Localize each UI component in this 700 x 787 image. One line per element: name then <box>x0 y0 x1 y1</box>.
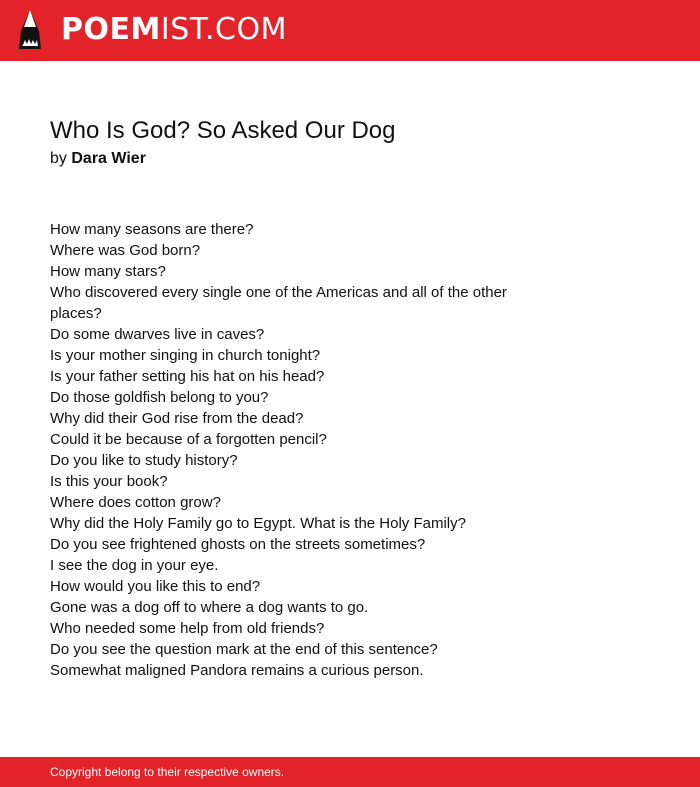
poem-line: How many stars? <box>50 263 166 280</box>
copyright-text: Copyright belong to their respective owners. <box>50 765 285 779</box>
site-logo[interactable] <box>61 12 287 48</box>
brand-light-text: IST.COM <box>160 12 287 47</box>
poem-line: Is your mother singing in church tonight? <box>50 347 321 364</box>
poem-line: Do you see frightened ghosts on the streets sometimes? <box>50 536 426 553</box>
poem-line: Is your father setting his hat on his head? <box>50 368 325 385</box>
poem-line: I see the dog in your eye. <box>50 557 219 574</box>
poem-line: Do you see the question mark at the end of this sentence? <box>50 641 438 658</box>
poem-line: places? <box>50 305 102 322</box>
poem-line: Who needed some help from old friends? <box>50 620 325 637</box>
poem-line: Could it be because of a forgotten pencil? <box>50 431 327 448</box>
poem-line: Do some dwarves live in caves? <box>50 326 265 343</box>
pen-nib-icon[interactable] <box>17 9 43 51</box>
poem-line: Where was God born? <box>50 242 201 259</box>
poem-line: Do you like to study history? <box>50 452 238 469</box>
by-label: by <box>50 150 67 167</box>
poem-line: Where does cotton grow? <box>50 494 221 511</box>
poem-title: Who Is God? So Asked Our Dog <box>50 117 396 144</box>
site-footer <box>0 757 700 787</box>
poem-line: Gone was a dog off to where a dog wants to go. <box>50 599 369 616</box>
poem-line: Why did their God rise from the dead? <box>50 410 304 427</box>
poem-line: How many seasons are there? <box>50 221 254 238</box>
brand-bold-text: POEM <box>61 12 161 47</box>
site-header <box>0 0 700 61</box>
poem-line: Who discovered every single one of the Americas and all of the other <box>50 284 507 301</box>
poem-line: How would you like this to end? <box>50 578 261 595</box>
poem-line: Why did the Holy Family go to Egypt. What is the Holy Family? <box>50 515 466 532</box>
author-name: Dara Wier <box>71 150 146 167</box>
byline <box>50 149 146 169</box>
poem-line: Is this your book? <box>50 473 168 490</box>
poem-line: Do those goldfish belong to you? <box>50 389 269 406</box>
poem-line: Somewhat maligned Pandora remains a curious person. <box>50 662 424 679</box>
poem-body <box>50 219 530 681</box>
